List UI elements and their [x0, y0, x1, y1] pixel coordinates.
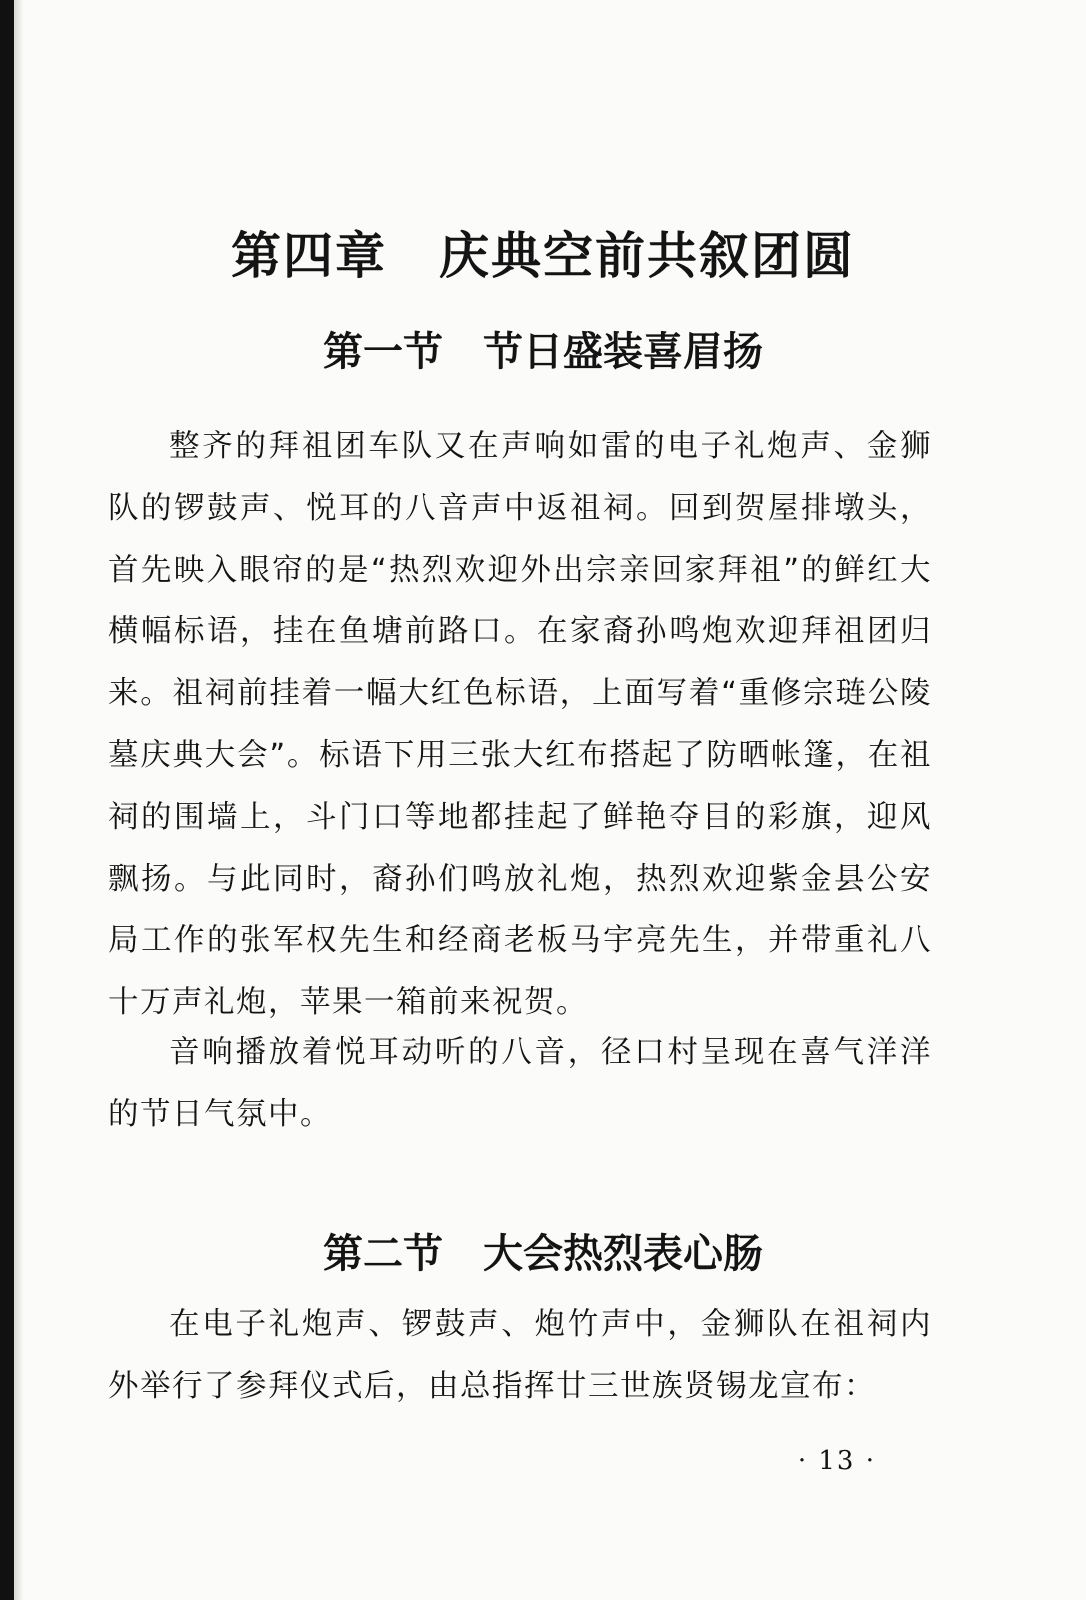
section-2-title: 第二节 大会热烈表心肠: [323, 1231, 763, 1277]
section-2-paragraph-1: 在电子礼炮声、锣鼓声、炮竹声中，金狮队在祖祠内外举行了参拜仪式后，由总指挥廿三世族贤锡龙宣布：: [108, 1307, 932, 1404]
chapter-title: 第四章 庆典空前共叙团圆: [231, 226, 855, 285]
page-number: · 13 ·: [797, 1446, 876, 1476]
section-1-title: 第一节 节日盛装喜眉扬: [323, 329, 763, 375]
section-1-paragraph-2: 音响播放着悦耳动听的八音，径口村呈现在喜气洋洋的节日气氛中。: [108, 1035, 932, 1132]
section-1-paragraph-1: 整齐的拜祖团车队又在声响如雷的电子礼炮声、金狮队的锣鼓声、悦耳的八音声中返祖祠。回到贺屋排墩头，首先映入眼帘的是“热烈欢迎外出宗亲回家拜祖”的鲜红大横幅标语，挂在鱼塘前路口。在家裔孙鸣炮欢迎拜祖团归来。祖祠前挂着一幅大红色标语，上面写着“重修宗琏公陵墓庆典大会”。标语下用三张大红布搭起了防晒帐篷，在祖祠的围墙上，斗门口等地都挂起了鲜艳夺目的彩旗，迎风飘扬。与此同时，裔孙们鸣放礼炮，热烈欢迎紫金县公安局工作的张军权先生和经商老板马宇亮先生，并带重礼八十万声礼炮，苹果一箱前来祝贺。: [108, 429, 932, 1021]
